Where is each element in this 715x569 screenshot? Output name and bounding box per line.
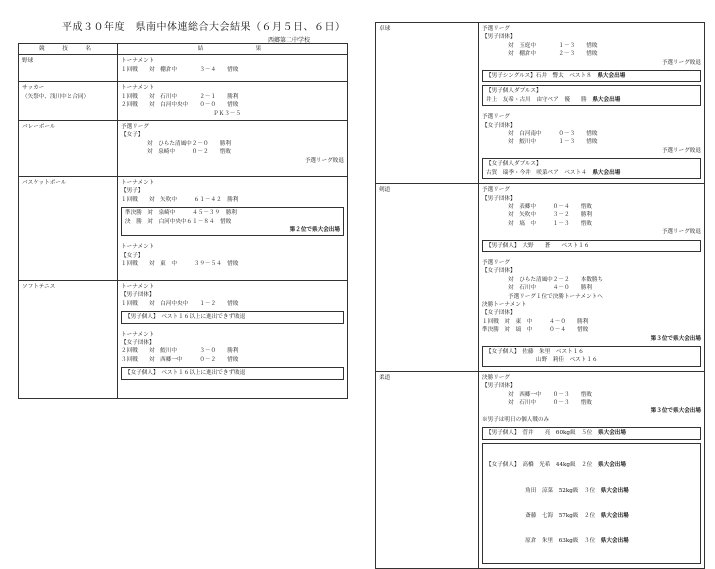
result-line: 対 泉崎中 ０－２ 惜敗: [147, 149, 231, 156]
result-line: １回戦 対 棚倉中 ３－４ 惜敗: [121, 66, 239, 73]
result-line: 古賀 瑞季・今井 咲菜ペア ベスト４: [486, 169, 587, 176]
qualified-label: 県大会出場: [600, 512, 629, 519]
result-line: 対 石川中 ４－０ 勝利: [508, 285, 592, 292]
result-line: １回戦 対 白河中央中 １－２ 惜敗: [121, 300, 239, 307]
result-box: [482, 427, 701, 439]
result-line: ２回戦 対 鮫川中 ３－０ 勝利: [121, 348, 239, 355]
results-table-right: [375, 22, 705, 569]
result-line: 予選リーグ敗退: [661, 147, 701, 154]
qualified-label: 県大会出場: [592, 96, 621, 103]
result-line: 予選リーグ敗退: [304, 157, 344, 164]
result-cell: [118, 82, 348, 121]
result-line: 山野 莉佳 ベスト１６: [536, 357, 598, 364]
result-line: ２回戦 対 白河中央中 ０－０ 惜敗: [121, 102, 239, 109]
sport-name: バレーボール: [19, 121, 118, 177]
result-line: 予選リーグ: [482, 259, 510, 266]
result-line: 予選リーグ: [482, 187, 510, 194]
result-line: 対 ひらた清風中２－０ 勝利: [147, 140, 231, 147]
result-cell: [479, 184, 705, 372]
result-cell: [118, 121, 348, 177]
result-line: 【女子個人】 高橋 光希 44kg級 ２位: [486, 462, 593, 469]
result-line: 【男子個人ダブルス】: [486, 88, 542, 95]
header-sport: 競 技 名: [19, 44, 118, 55]
result-line: トーナメント: [121, 58, 155, 65]
result-line: 対 白河南中 ０－３ 惜敗: [508, 131, 598, 138]
result-line: 【女子】: [121, 132, 144, 139]
left-page: [0, 0, 357, 523]
qualified-label: 第３位で県大会出場: [650, 335, 701, 342]
qualified-label: 県大会出場: [598, 462, 626, 469]
row-baseball: [19, 55, 348, 82]
result-line: 予選リーグ１位で決勝トーナメントへ: [508, 293, 603, 300]
sport-note: （矢祭中、浅川中と合同）: [22, 93, 90, 100]
result-box: [482, 443, 701, 565]
result-line: 【男子団体】: [482, 383, 516, 390]
result-line: 予選リーグ: [482, 114, 510, 121]
sport-label: サッカー: [22, 85, 45, 92]
result-line: １回戦 対 石川中 ２－１ 勝利: [121, 93, 239, 100]
row-kendo: [376, 184, 705, 372]
result-line: 決勝リーグ: [482, 374, 510, 381]
result-cell: [479, 371, 705, 569]
row-volleyball: [19, 121, 348, 177]
result-line: 対 棚倉中 ２－３ 惜敗: [508, 51, 598, 58]
result-line: 【女子個人】 佐藤 朱里 ベスト１６: [486, 349, 584, 355]
result-line: 予選リーグ敗退: [661, 59, 701, 66]
result-box: [482, 158, 701, 179]
page-title: 平成３０年度 県南中体連総合大会結果（６月５日、６日）: [62, 22, 346, 33]
sport-name: 柔道: [376, 371, 479, 569]
result-line: 【男子団体】: [482, 195, 516, 202]
qualified-label: 第２位で県大会出場: [289, 227, 340, 234]
result-line: 対 矢吹中 ３－２ 勝利: [508, 212, 592, 219]
results-table-left: [18, 43, 348, 399]
result-line: 準決勝 対 泉崎中 ４５－３９ 勝利: [125, 210, 237, 217]
result-line: 決勝トーナメント: [482, 301, 527, 308]
result-cell: [479, 23, 705, 184]
result-line: 予選リーグ: [121, 124, 149, 131]
result-line: 対 石川中 ０－３ 惜敗: [508, 400, 592, 407]
sport-name: 剣道: [376, 184, 479, 372]
row-tabletennis: [376, 23, 705, 184]
result-box: [482, 346, 701, 367]
sport-name: [19, 82, 118, 121]
result-line: 対 表郷中 ０－４ 惜敗: [508, 203, 592, 210]
result-line: トーナメント: [121, 85, 155, 92]
result-line: 斎藤 七海 57kg級 ２位: [486, 512, 596, 519]
result-cell: [118, 177, 348, 281]
result-line: トーナメント: [121, 180, 155, 187]
row-softtennis: [19, 281, 348, 399]
result-line: 対 鮫川中 １－３ 惜敗: [508, 139, 598, 146]
result-line: 【女子団体】: [482, 268, 516, 275]
result-line: 【男子シングルス】石井 響太 ベスト８: [486, 73, 592, 80]
result-line: 【女子】: [121, 252, 144, 259]
result-box: [482, 70, 701, 82]
result-line: 【女子団体】: [482, 122, 516, 129]
table-header-row: [19, 44, 348, 55]
result-line: 予選リーグ: [482, 26, 510, 32]
result-line: 【男子団体】: [482, 34, 516, 41]
header-result: 結 果: [118, 44, 348, 55]
sport-name: 卓球: [376, 23, 479, 184]
qualified-label: 県大会出場: [597, 73, 626, 80]
qualified-label: 県大会出場: [600, 487, 629, 494]
qualified-label: 県大会出場: [600, 538, 629, 545]
result-line: 【女子個人ダブルス】: [486, 161, 542, 168]
result-line: 原倉 朱里 63kg級 ３位: [486, 538, 596, 545]
row-judo: [376, 371, 705, 569]
result-line: ＰＫ３－５: [213, 110, 241, 117]
result-line: トーナメント: [121, 331, 155, 338]
qualified-label: 第３位で県大会出場: [650, 408, 701, 415]
result-line: 対 西郷一中 ０－３ 惜敗: [508, 391, 592, 398]
result-box: [121, 207, 344, 236]
result-line: ※男子は明日の個人戦のみ: [482, 416, 550, 423]
result-line: 井上 友希・古川 由守ペア 優 勝: [486, 96, 587, 103]
result-line: 角田 涼菜 52kg級 ３位: [486, 487, 596, 494]
sport-name: バスケットボール: [19, 177, 118, 281]
result-line: 対 玉庭中 １－３ 惜敗: [508, 42, 598, 49]
result-line: 対 塙 中 １－３ 惜敗: [508, 220, 592, 227]
result-cell: [118, 281, 348, 399]
school-name: 西郷第二中学校: [268, 37, 311, 44]
sport-name: 野球: [19, 55, 118, 82]
qualified-label: 県大会出場: [592, 169, 621, 176]
right-page: [358, 0, 715, 545]
result-line: 対 ひらた清風中２－２ 本数勝ち: [508, 276, 604, 283]
result-line: １回戦 対 矢吹中 ６１－４２ 勝利: [121, 196, 239, 203]
row-basketball: [19, 177, 348, 281]
result-line: 決 勝 対 白河中央中６１－８４ 惜敗: [125, 218, 232, 225]
result-box: 【男子個人】 大野 蒼 ベスト１６: [482, 240, 701, 252]
result-box: [482, 85, 701, 106]
result-line: 【男子団体】: [121, 292, 155, 299]
result-line: 【女子団体】: [482, 310, 516, 317]
result-line: 【男子個人】 菅井 亮 60kg級 ５位: [486, 430, 593, 437]
result-line: トーナメント: [121, 244, 155, 251]
result-line: １回戦 対 東 中 ３９－５４ 惜敗: [121, 261, 239, 268]
result-line: 【男子】: [121, 188, 144, 195]
result-line: ３回戦 対 西郷一中 ０－２ 惜敗: [121, 356, 239, 363]
result-line: 予選リーグ敗退: [661, 229, 701, 236]
result-line: トーナメント: [121, 284, 155, 291]
result-line: 準決勝 対 塙 中 ０－４ 惜敗: [482, 327, 589, 334]
result-cell: [118, 55, 348, 82]
result-line: 【女子団体】: [121, 340, 155, 347]
result-box: 【男子個人】 ベスト１６以上に進出できず敗退: [121, 311, 344, 323]
sport-name: ソフトテニス: [19, 281, 118, 399]
qualified-label: 県大会出場: [598, 430, 626, 437]
result-box: 【女子個人】 ベスト１６以上に進出できず敗退: [121, 367, 344, 379]
result-line: １回戦 対 東 中 ４－０ 勝利: [482, 318, 589, 325]
row-soccer: [19, 82, 348, 121]
